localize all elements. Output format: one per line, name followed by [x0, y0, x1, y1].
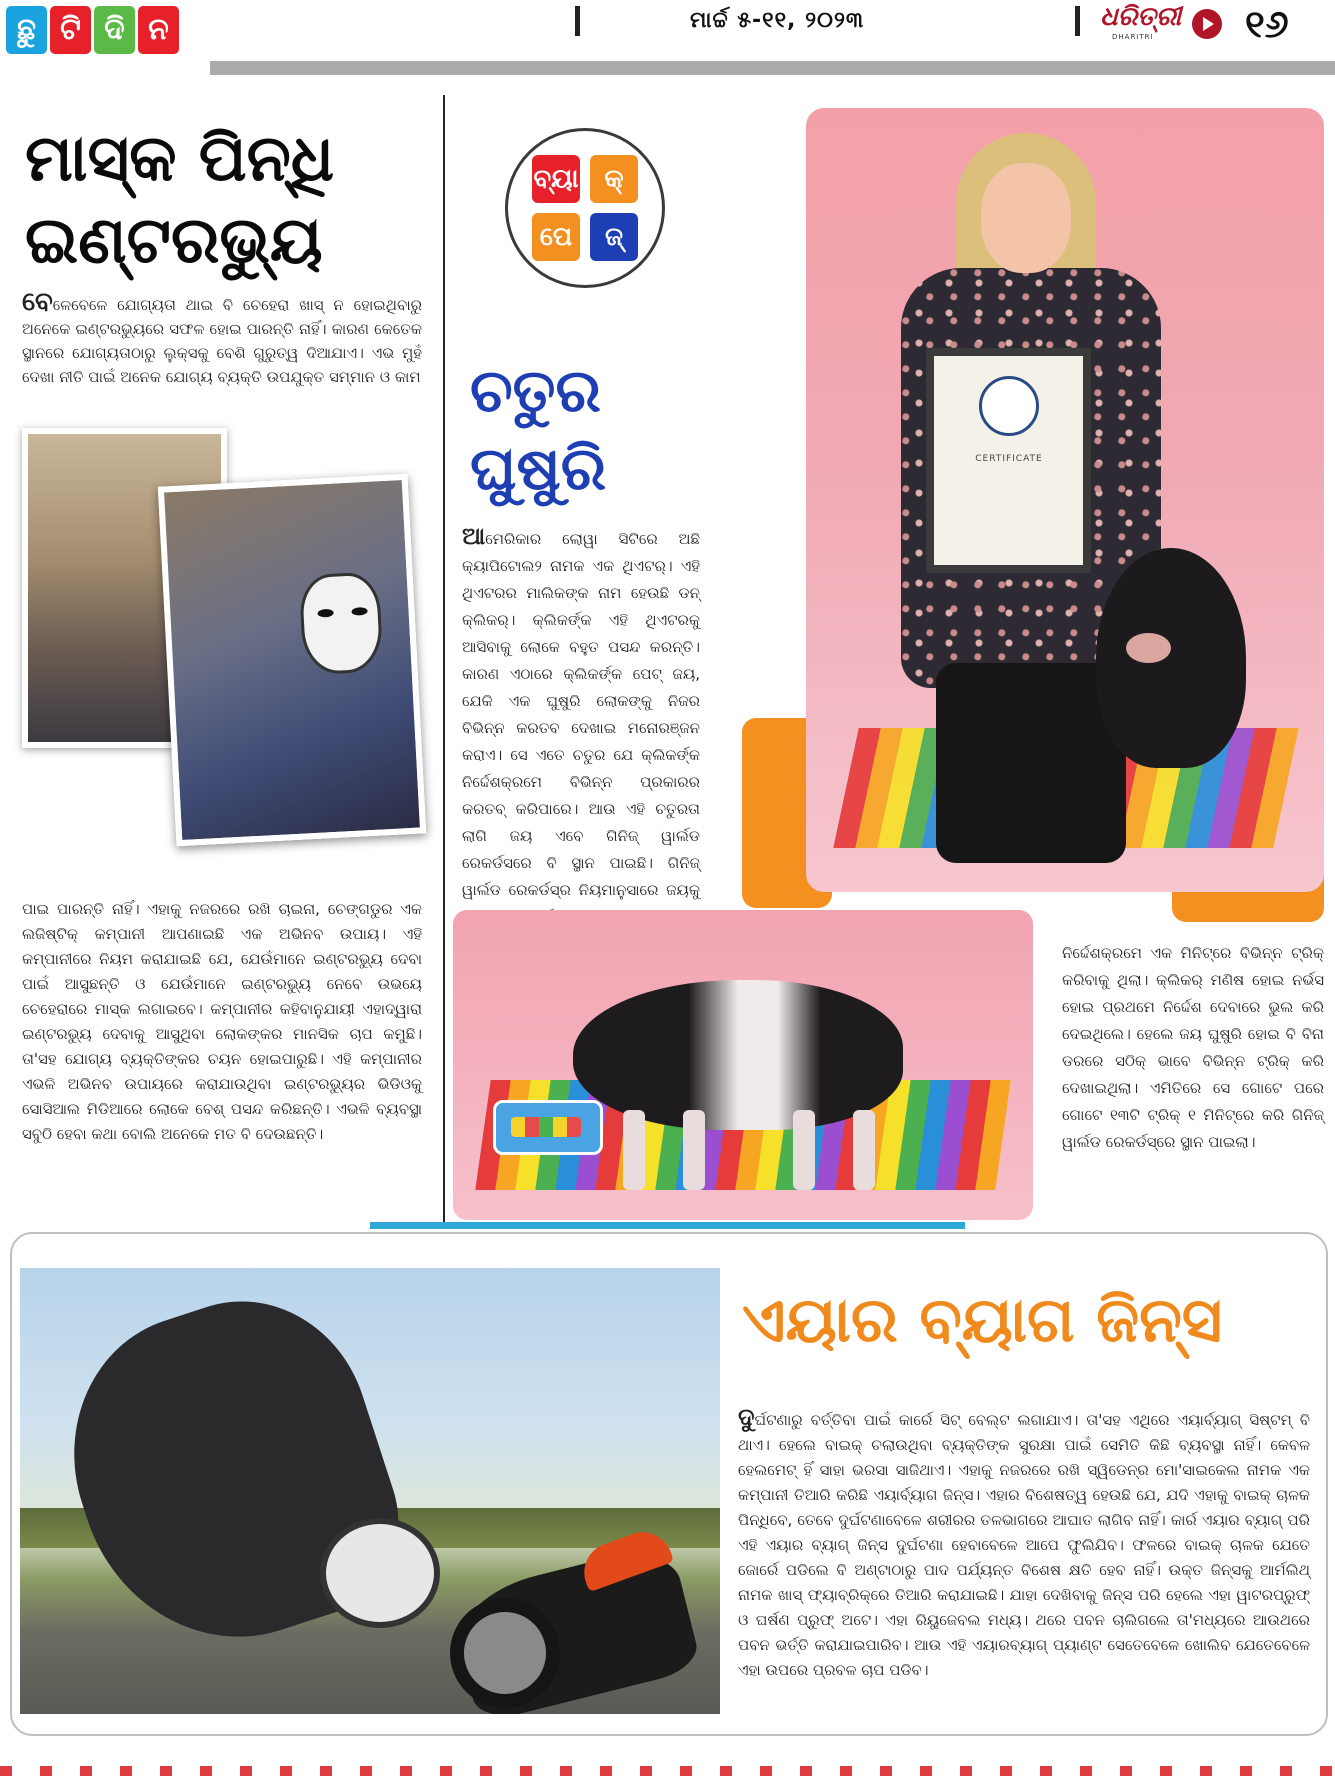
back-page-badge: [505, 128, 665, 288]
page-number: ୧୬: [1245, 2, 1289, 46]
pig-figure: [573, 980, 903, 1130]
header-divider: [1075, 6, 1080, 36]
drop-cap: ବେ: [22, 287, 53, 317]
header-divider: [575, 6, 580, 36]
guinness-seal-icon: [979, 376, 1039, 436]
toy-piano-icon: [493, 1100, 603, 1155]
pig-figure: [1096, 548, 1246, 768]
piglet-story-body: ନିର୍ଦ୍ଦେଶକ୍ରମେ ଏକ ମିନିଟ୍ରେ ବିଭିନ୍ନ ଟ୍ରିକ୍ କରିବାକୁ ଥିଲା। କ୍ଲିକର୍ ମଣିଷ ହୋଇ ନର୍ଭସ ହୋଇ ପ୍ରଥମେ ନିର୍ଦ୍ଦେଶ ଦେବାରେ ଭୁଲ କରି ଦେଇଥିଲେ। ହେଲେ ଜୟ ଘୁଷୁରି ହୋଇ ବି ବିନା ଡରରେ ସଠିକ୍ ଭାବେ ବିଭିନ୍ନ ଟ୍ରିକ୍ କରି ଦେଖାଇଥିଲା। ଏମିତିରେ ସେ ଗୋଟେ ପରେ ଗୋଟେ ୧୩ଟି ଟ୍ରିକ୍ ୧ ମିନିଟ୍ରେ କରି ଗିନିଜ୍ ୱାର୍ଲଡ ରେକର୍ଡସ୍ରେ ସ୍ଥାନ ପାଇଲା।: [1062, 944, 1324, 1151]
mask-story-headline: [25, 118, 435, 282]
pig-leg: [623, 1110, 645, 1190]
airbag-story-body: [738, 1405, 1310, 1683]
section-divider: [370, 1222, 965, 1229]
page-header: [0, 0, 1335, 62]
paper-name-latin: DHARITRI: [1112, 33, 1154, 41]
badge-tile: ଜ୍: [590, 213, 638, 261]
mask-icon: [299, 571, 384, 675]
mask-story-body: ପାଇ ପାରନ୍ତି ନାହିଁ। ଏହାକୁ ନଜରରେ ରଖି ଚାଇନା, ଚେଙ୍ଗଡୁର ଏକ ଲଜିଷ୍ଟିକ୍ କମ୍ପାନୀ ଆପଣାଇଛି ଏକ ଅଭିନବ ଉପାୟ। ଏହି କମ୍ପାନୀରେ ନିୟମ କରାଯାଇଛି ଯେ, ଯେଉଁମାନେ ଇଣ୍ଟରଭ୍ୟୁ ଦେବା ପାଇଁ ଆସୁଛନ୍ତି ଓ ଯେଉଁମାନେ ଇଣ୍ଟରଭ୍ୟୁ ନେବେ ଉଭୟେ ଚେହେରାରେ ମାସ୍କ ଲଗାଇବେ। କମ୍ପାନୀର କହିବାନୁଯାୟୀ ଏହାଦ୍ୱାରା ଇଣ୍ଟରଭ୍ୟୁ ଦେବାକୁ ଆସୁଥିବା ଲୋକଙ୍କର ମାନସିକ ଚାପ କମୁଛି। ତା'ସହ ଯୋଗ୍ୟ ବ୍ୟକ୍ତିଙ୍କର ଚୟନ ହୋଇପାରୁଛି। ଏହି କମ୍ପାନୀର ଏଭଳି ଅଭିନବ ଉପାୟରେ କରାଯାଉଥିବା ଇଣ୍ଟରଭ୍ୟୁର ଭିଡିଓକୁ ସୋସିଆଲ ମିଡିଆରେ ଲୋକେ ବେଶ୍ ପସନ୍ଦ କରିଛନ୍ତି। ଏଭଳି ବ୍ୟବସ୍ଥା ସବୁଠି ହେବା କଥା ବୋଲି ଅନେକେ ମତ ବି ଦେଉଛନ୍ତି।: [22, 900, 422, 1143]
woman-figure: [981, 163, 1071, 273]
headline-line: ମାସ୍କ ପିନ୍ଧି: [25, 122, 335, 196]
piglet-story-intro: [462, 523, 700, 931]
mask-story-intro: [22, 287, 422, 389]
pig-leg: [793, 1110, 815, 1190]
headline-line: ଇଣ୍ଟରଭ୍ୟୁ: [25, 204, 323, 278]
section-logo: [6, 6, 179, 54]
badge-tile: କ୍: [590, 155, 638, 203]
intro-text: ଳେବେଳେ ଯୋଗ୍ୟତା ଥାଇ ବି ଚେହେରା ଖାସ୍ ନ ହୋଇଥିବାରୁ ଅନେକେ ଇଣ୍ଟରଭ୍ୟୁରେ ସଫଳ ହୋଇ ପାରନ୍ତି ନାହିଁ। କାରଣ କେତେକ ସ୍ଥାନରେ ଯୋଗ୍ୟତାଠାରୁ ଲୁକ୍ସକୁ ବେଶି ଗୁରୁତ୍ୱ ଦିଆଯାଏ। ଏଭ ମୁହଁ ଦେଖା ନୀତି ପାଇଁ ଅନେକ ଯୋଗ୍ୟ ବ୍ୟକ୍ତି ଉପଯୁକ୍ତ ସମ୍ମାନ ଓ କାମ: [22, 296, 422, 386]
headline-line: ଚତୁର: [470, 356, 601, 426]
logo-letter: ନ: [138, 6, 179, 54]
pig-leg: [853, 1110, 875, 1190]
photo-interviewer: [158, 474, 426, 847]
paper-name: ଧରିତ୍ରୀ: [1100, 2, 1182, 32]
intro-text: ମେରିକାର ଲୋୱା ସିଟିରେ ଅଛି କ୍ୟାପିଟୋଲ୨ ନାମକ ଏକ ଥିଏଟର୍। ଏହି ଥିଏଟରର ମାଲିକଙ୍କ ନାମ ହେଉଛି ଡନ୍ କ୍ଲିକର୍। କ୍ଲିକର୍ଙ୍କ ଏହି ଥିଏଟରକୁ ଆସିବାକୁ ଲୋକେ ବହୁତ ପସନ୍ଦ କରନ୍ତି। କାରଣ ଏଠାରେ କ୍ଲିକର୍ଙ୍କ ପେଟ୍ ଜୟ, ଯେକି ଏକ ଘୁଷୁରି ଲୋକଙ୍କୁ ନିଜର ବିଭିନ୍ନ କରତବ ଦେଖାଇ ମନୋରଞ୍ଜନ କରାଏ। ସେ ଏତେ ଚତୁର ଯେ କ୍ଲିକର୍ଙ୍କ ନିର୍ଦ୍ଦେଶକ୍ରମେ ବିଭିନ୍ନ ପ୍ରକାରର କରତବ୍ କରିପାରେ। ଆଉ ଏହି ଚତୁରତା ଲାଗି ଜୟ ଏବେ ଗିନିଜ୍ ୱାର୍ଲଡ ରେକର୍ଡସରେ ବି ସ୍ଥାନ ପାଇଛି। ଗିନିଜ୍ ୱାର୍ଲଡ ରେକର୍ଡସ୍ର ନିୟମାନୁସାରେ ଜୟକୁ: [462, 530, 700, 899]
logo-letter: ଦି: [94, 6, 135, 54]
footer-strip: [0, 1766, 1335, 1776]
bike-crash-photo: [20, 1268, 720, 1714]
badge-tile: ପେ: [532, 213, 580, 261]
pig-leg: [683, 1110, 705, 1190]
pig-figure: [1126, 633, 1171, 663]
helmet-icon: [320, 1518, 440, 1628]
pig-playing-photo: [453, 910, 1033, 1220]
issue-date: ମାର୍ଚ୍ଚ ୫-୧୧, ୨୦୨୩: [690, 8, 865, 33]
piglet-story-headline: [470, 352, 770, 508]
badge-tile: ବ୍ୟା: [532, 155, 580, 203]
header-rule: [210, 61, 1335, 75]
logo-letter: ଟି: [50, 6, 91, 54]
mask-interview-photo: [22, 420, 420, 850]
logo-letter: ଛୁ: [6, 6, 47, 54]
drop-cap: ଆ: [462, 522, 486, 550]
headline-line: ଘୁଷୁରି: [470, 434, 607, 504]
body-text: ର୍ଘଟଣାରୁ ବର୍ତ୍ତିବା ପାଇଁ କାର୍ରେ ସିଟ୍ ବେଲ୍ଟ ଲଗାଯାଏ। ତା'ସହ ଏଥିରେ ଏୟାର୍ବ୍ୟାଗ୍ ସିଷ୍ଟମ୍ ବି ଥାଏ। ହେଲେ ବାଇକ୍ ଚଲାଉଥିବା ବ୍ୟକ୍ତିଙ୍କ ସୁରକ୍ଷା ପାଇଁ ସେମିତି କିଛି ବ୍ୟବସ୍ଥା ନାହିଁ। କେବଳ ହେଲମେଟ୍ ହିଁ ସାହା ଭରସା ସାଜିଥାଏ। ଏହାକୁ ନଜରରେ ରଖି ସ୍ୱିଡେନ୍ର ମୋ'ସାଇକେଲ ନାମକ ଏକ କମ୍ପାନୀ ତିଆରି କରିଛି ଏୟାର୍ବ୍ୟାଗ ଜିନ୍ସ। ଏହାର ବିଶେଷତ୍ୱ ହେଉଛି ଯେ, ଯଦି ଏହାକୁ ବାଇକ୍ ଚାଳକ ପିନ୍ଧିବେ, ତେବେ ଦୁର୍ଘଟଣାବେଳେ ଶରୀରର ତଳଭାଗରେ ଆଘାତ ଲାଗିବ ନାହିଁ। କାର୍ର ଏୟାର ବ୍ୟାଗ୍ ପରି ଏହି ଏୟାର ବ୍ୟାଗ୍ ଜିନ୍ସ ଦୁର୍ଘଟଣା ହେବାବେଳେ ଆପେ ଫୁଲିଯିବ। ଫଳରେ ବାଇକ୍ ଚାଳକ ଯେତେ ଜୋର୍ରେ ପଡିଲେ ବି ଅଣ୍ଟାଠାରୁ ପାଦ ପର୍ଯ୍ୟନ୍ତ ବିଶେଷ କ୍ଷତି ହେବ ନାହିଁ। ଉକ୍ତ ଜିନ୍ସକୁ ଆର୍ମଲିଥ୍ ନାମକ ଖାସ୍ ଫ୍ୟାବ୍ରିକ୍ରେ ତିଆରି କରାଯାଇଛି। ଯାହା ଦେଖିବାକୁ ଜିନ୍ସ ପରି ହେଲେ ଏହା ୱାଟରପ୍ରୁଫ୍ ଓ ଘର୍ଷଣ ପ୍ରୁଫ୍ ଅଟେ। ଏହା ରିୟୁଜେବଲ ମଧ୍ୟ। ଥରେ ପବନ ଚାଲିଗଲେ ତା'ମଧ୍ୟରେ ଆଉଥରେ ପବନ ଭର୍ତ୍ତି କରାଯାଇପାରିବ। ଆଉ ଏହି ଏୟାରବ୍ୟାଗ୍ ପ୍ୟାଣ୍ଟ ସେତେବେଳେ ଖୋଲିବ ଯେତେବେଳେ ଏହା ଉପରେ ପ୍ରବଳ ଚାପ ପଡିବ।: [738, 1411, 1310, 1679]
guinness-certificate: [926, 348, 1091, 573]
drop-cap: ଦୁ: [738, 1403, 755, 1431]
airbag-story-headline: ଏୟାର ବ୍ୟାଗ ଜିନ୍ସ: [742, 1283, 1223, 1356]
owner-with-pig-photo: [806, 108, 1324, 892]
play-icon: [1192, 9, 1222, 39]
wheel-icon: [450, 1598, 560, 1708]
column-divider: [443, 95, 445, 1225]
certificate-title: CERTIFICATE: [975, 454, 1043, 464]
